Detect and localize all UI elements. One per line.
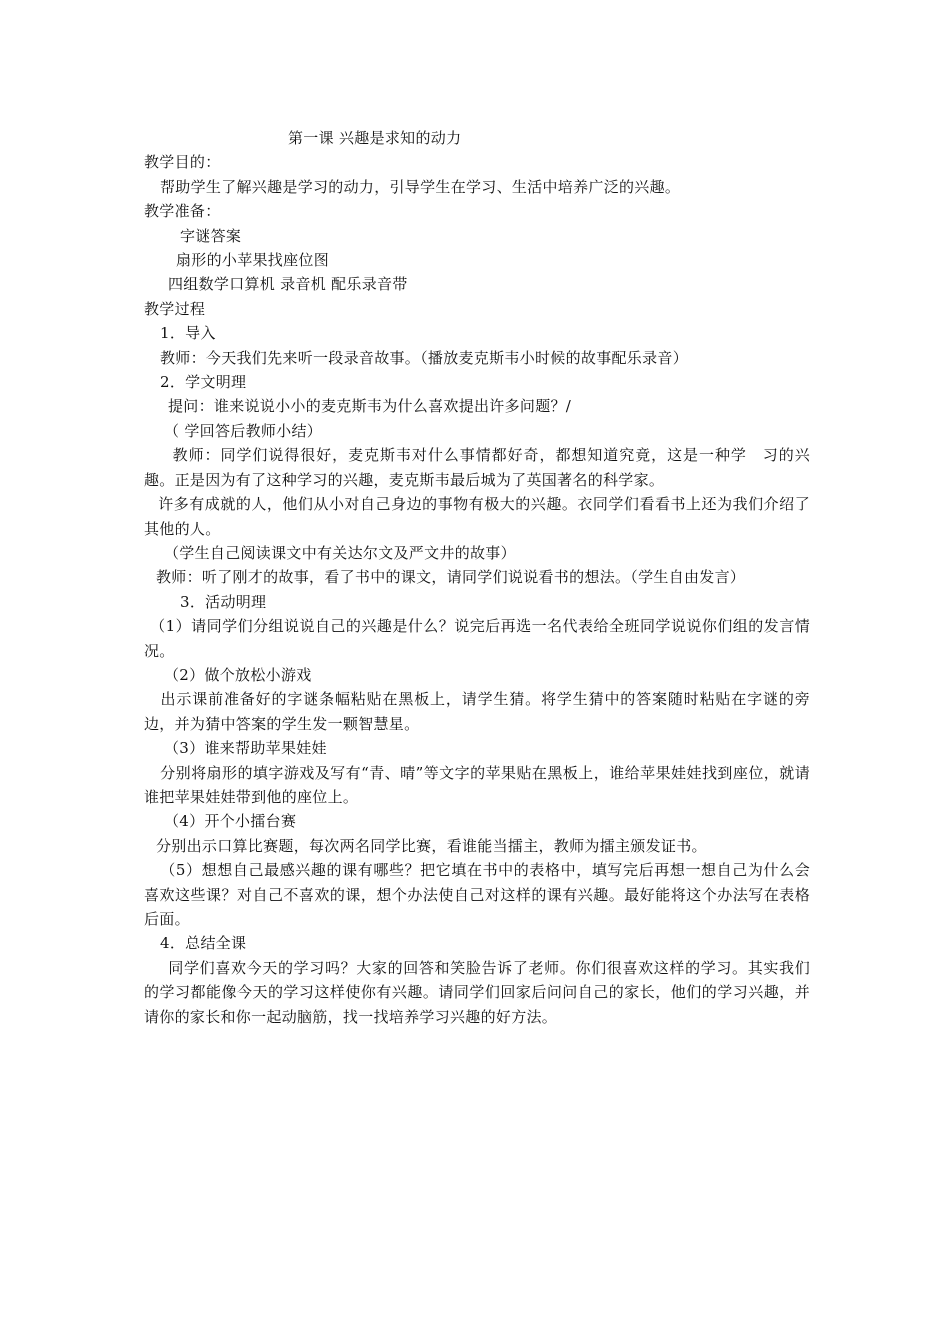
- paragraph-text: （5）想想自己最感兴趣的课有哪些？把它填在书中的表格中，填写完后再想一想自己为什么会喜欢这些课？对自己不喜欢的课，想个办法使自己对这样的课有兴趣。最好能将这个办法写在表格后面。: [144, 861, 810, 928]
- preparation-item: 四组数学口算机 录音机 配乐录音带: [168, 275, 408, 294]
- page-title: 第一课 兴趣是求知的动力: [288, 129, 462, 147]
- document-body: [144, 126, 810, 1029]
- step-heading: 4．总结全课: [160, 934, 247, 953]
- text-line: 教师：听了刚才的故事，看了书中的课文，请同学们说说看书的想法。（学生自由发言）: [156, 568, 746, 587]
- preparation-item: 扇形的小苹果找座位图: [176, 251, 330, 270]
- paragraph: [144, 443, 810, 492]
- step-heading: 1．导入: [160, 324, 216, 343]
- paragraph-text: 出示课前准备好的字谜条幅粘贴在黑板上，请学生猜。将学生猜中的答案随时粘贴在字谜的旁边，并为猜中答案的学生发一颗智慧星。: [144, 690, 810, 733]
- paragraph-text: 许多有成就的人，他们从小对自己身边的事物有极大的兴趣。衣同学们看看书上还为我们介绍了其他的人。: [144, 495, 810, 538]
- activity-heading: （3）谁来帮助苹果娃娃: [164, 739, 327, 758]
- text-line: 提问：谁来说说小小的麦克斯韦为什么喜欢提出许多问题？/: [168, 397, 572, 416]
- paragraph: [144, 761, 810, 810]
- paragraph-text: 教师：同学们说得很好，麦克斯韦对什么事情都好奇，都想知道究竟，这是一种学 习的兴趣。正是因为有了这种学习的兴趣，麦克斯韦最后城为了英国著名的科学家。: [144, 446, 810, 489]
- section-heading-objectives: 教学目的：: [144, 153, 221, 172]
- paragraph: [144, 687, 810, 736]
- text-line: （学生自己阅读课文中有关达尔文及严文井的故事）: [164, 543, 516, 562]
- section-heading-preparation: 教学准备：: [144, 202, 221, 221]
- paragraph-text: （1）请同学们分组说说自己的兴趣是什么？说完后再选一名代表给全班同学说说你们组的发言情况。: [144, 617, 810, 660]
- activity-heading: （4）开个小擂台赛: [164, 812, 297, 831]
- paragraph-text: 同学们喜欢今天的学习吗？大家的回答和笑脸告诉了老师。你们很喜欢这样的学习。其实我们的学习都能像今天的学习这样使你有兴趣。请同学们回家后问问自己的家长，他们的学习兴趣，并请你的家长和你一起动脑筋，找一找培养学习兴趣的好方法。: [144, 958, 810, 1026]
- objectives-text: 帮助学生了解兴趣是学习的动力，引导学生在学习、生活中培养广泛的兴趣。: [160, 177, 681, 196]
- section-heading-process: 教学过程: [144, 299, 206, 318]
- activity-heading: （2）做个放松小游戏: [164, 665, 312, 684]
- text-line: 教师：今天我们先来听一段录音故事。（播放麦克斯韦小时候的故事配乐录音）: [160, 348, 689, 367]
- step-heading: 3．活动明理: [180, 592, 267, 611]
- text-line: （ 学回答后教师小结）: [164, 421, 323, 440]
- step-heading: 2．学文明理: [160, 373, 247, 392]
- paragraph-text: 分别将扇形的填字游戏及写有“青、晴”等文字的苹果贴在黑板上，谁给苹果娃娃找到座位，就请谁把苹果娃娃带到他的座位上。: [144, 763, 810, 806]
- paragraph: [144, 956, 810, 1029]
- paragraph: [144, 614, 810, 663]
- preparation-item: 字谜答案: [180, 226, 242, 245]
- text-line: 分别出示口算比赛题，每次两名同学比赛，看谁能当擂主，教师为擂主颁发证书。: [156, 836, 707, 855]
- paragraph: [144, 858, 810, 931]
- paragraph: [144, 492, 810, 541]
